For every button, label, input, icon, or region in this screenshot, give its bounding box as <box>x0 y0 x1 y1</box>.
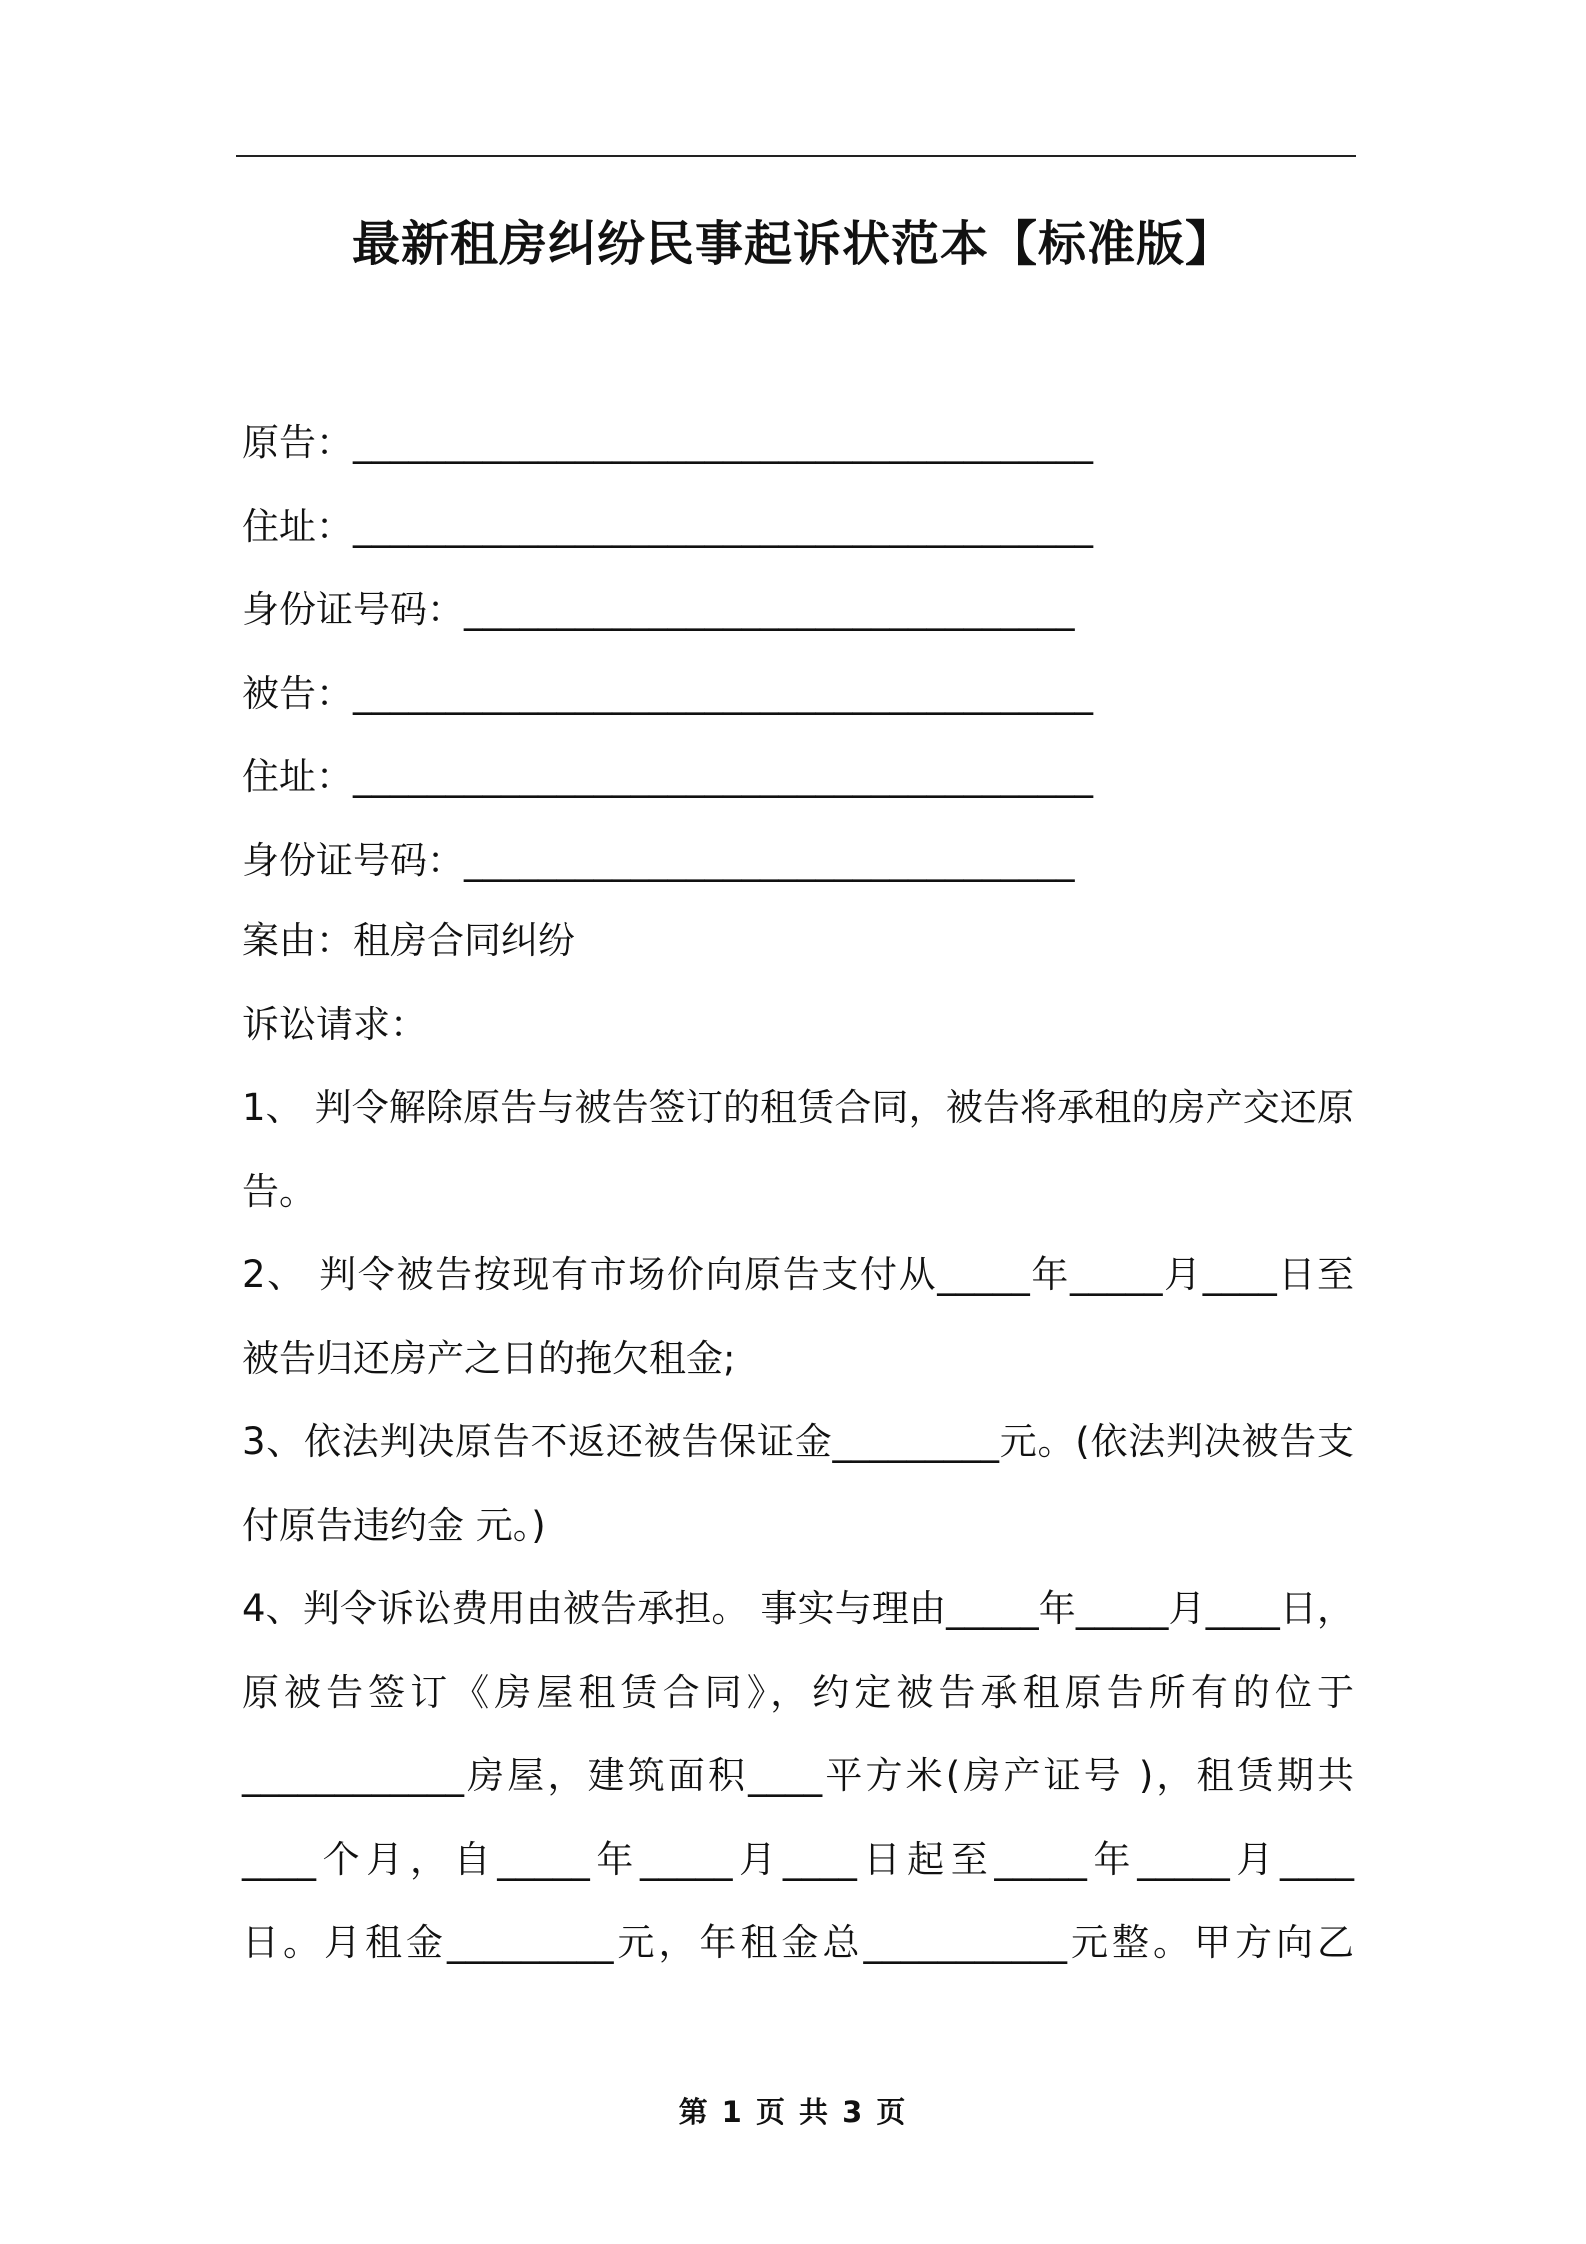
plaintiff-line: 原告：________________________________________ <box>242 421 1093 464</box>
facts-line-4: 日。月租金_________元，年租金总___________元整。甲方向乙 <box>242 1921 1354 1964</box>
claim-1-line-1: 1、 判令解除原告与被告签订的租赁合同，被告将承租的房产交还原 <box>242 1086 1354 1129</box>
claim-1-line-2: 告。 <box>242 1170 316 1213</box>
claim-2-line-1: 2、 判令被告按现有市场价向原告支付从_____年_____月____日至 <box>242 1253 1354 1296</box>
document-title: 最新租房纠纷民事起诉状范本【标准版】 <box>351 216 1234 272</box>
page-footer: 第 1 页 共 3 页 <box>678 2095 908 2129</box>
defendant-address-line: 住址：________________________________________ <box>242 755 1093 798</box>
facts-line-3: ____个月，自_____年_____月____日起至_____年_____月____ <box>242 1838 1354 1881</box>
claim-3-line-1: 3、依法判决原告不返还被告保证金_________元。(依法判决被告支 <box>242 1420 1354 1463</box>
defendant-id-line: 身份证号码：_________________________________ <box>242 839 1075 882</box>
claims-heading: 诉讼请求： <box>242 1003 427 1046</box>
claim-2-line-2: 被告归还房产之日的拖欠租金; <box>242 1337 736 1380</box>
plaintiff-id-line: 身份证号码：_________________________________ <box>242 588 1075 631</box>
facts-line-2: ____________房屋，建筑面积____平方米(房产证号 )，租赁期共 <box>242 1754 1354 1797</box>
claim-3-line-2: 付原告违约金 元。) <box>242 1504 546 1547</box>
header-rule <box>236 155 1356 157</box>
facts-line-1: 原被告签订《房屋租赁合同》，约定被告承租原告所有的位于 <box>242 1671 1354 1714</box>
plaintiff-address-line: 住址：________________________________________ <box>242 505 1093 548</box>
claim-4-line-1: 4、判令诉讼费用由被告承担。 事实与理由_____年_____月____日， <box>242 1587 1354 1630</box>
case-cause-line: 案由：租房合同纠纷 <box>242 919 575 962</box>
defendant-line: 被告：________________________________________ <box>242 672 1093 715</box>
